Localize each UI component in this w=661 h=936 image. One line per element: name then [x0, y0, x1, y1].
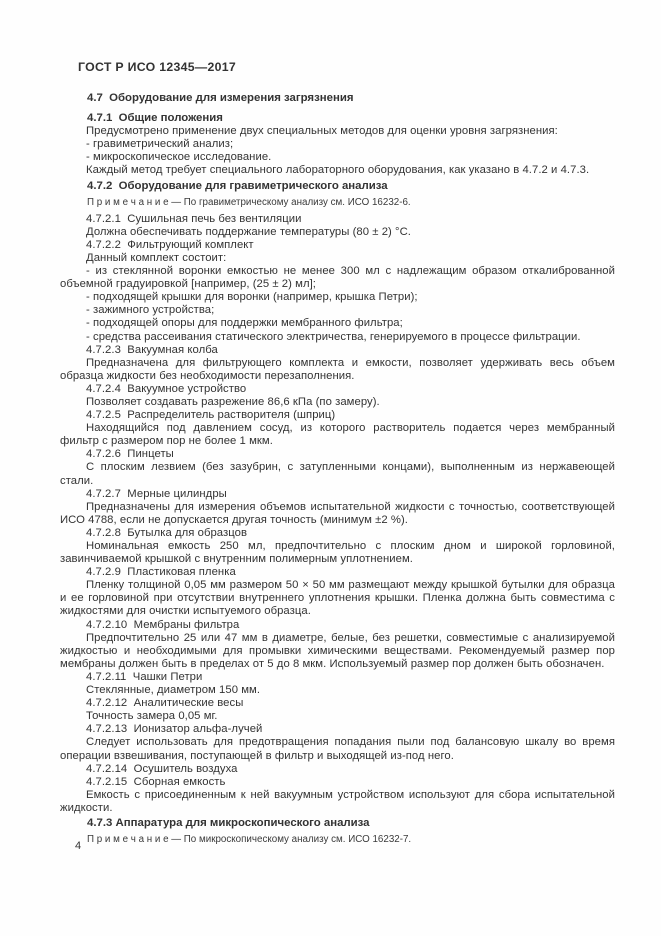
- note: П р и м е ч а н и е — По микроскопическому анализу см. ИСО 16232-7.: [87, 834, 412, 846]
- paragraph: Предназначены для измерения объемов испытательной жидкости с точностью, соответствующей ИСО 4788, если не допускается другая точность (минимум ±2 %).: [60, 500, 619, 526]
- section-heading: 4.7 Оборудование для измерения загрязнения: [87, 92, 354, 104]
- paragraph: 4.7.2.1 Сушильная печь без вентиляции: [86, 212, 302, 225]
- paragraph: Точность замера 0,05 мг.: [86, 710, 218, 723]
- note: П р и м е ч а н и е — По гравиметрическому анализу см. ИСО 16232-6.: [87, 196, 411, 208]
- document-content: [60, 90, 619, 850]
- paragraph: - зажимного устройства;: [86, 304, 215, 317]
- paragraph: Каждый метод требует специального лабораторного оборудования, как указано в 4.7.2 и 4.7.3.: [86, 164, 590, 177]
- paragraph: 4.7.2.14 Осушитель воздуха: [86, 762, 238, 775]
- paragraph: 4.7.2.9 Пластиковая пленка: [86, 566, 236, 579]
- paragraph: - микроскопическое исследование.: [86, 151, 272, 164]
- paragraph: 4.7.2.6 Пинцеты: [86, 448, 174, 461]
- paragraph: Номинальная емкость 250 мл, предпочтительно с плоским дном и широкой горловиной, завинчиваемой крышкой с внутренним полимерным уплотнением.: [60, 540, 619, 566]
- paragraph: Должна обеспечивать поддержание температуры (80 ± 2) °С.: [86, 225, 411, 238]
- paragraph: 4.7.2.15 Сборная емкость: [86, 775, 226, 788]
- section-heading: 4.7.1 Общие положения: [87, 112, 223, 125]
- paragraph: Стеклянные, диаметром 150 мм.: [86, 684, 261, 697]
- paragraph: - из стеклянной воронки емкостью не менее 300 мл с надлежащим образом откалиброванной объемной градуировкой [например, (25 ± 2) мл];: [60, 265, 619, 291]
- page-number: 4: [75, 840, 82, 852]
- section-heading: 4.7.3 Аппаратура для микроскопического анализа: [87, 816, 370, 829]
- paragraph: - подходящей крышки для воронки (например, крышка Петри);: [86, 291, 418, 304]
- paragraph: - гравиметрический анализ;: [86, 138, 234, 151]
- paragraph: Пленку толщиной 0,05 мм размером 50 × 50 мм размещают между крышкой бутылки для образца и ее горловиной при отсутствии внутреннего уплотнения крышки. Пленка должна быть совместима с жидкостями для очистки испытуемого образца.: [60, 579, 619, 618]
- paragraph: С плоским лезвием (без зазубрин, с затупленными концами), выполненным из нержавеющей стали.: [60, 461, 619, 487]
- paragraph: 4.7.2.5 Распределитель растворителя (шприц): [86, 409, 336, 422]
- paragraph: 4.7.2.7 Мерные цилиндры: [86, 487, 227, 500]
- paragraph: 4.7.2.3 Вакуумная колба: [86, 343, 218, 356]
- paragraph: Позволяет создавать разрежение 86,6 кПа (по замеру).: [86, 395, 380, 408]
- doc-code-header: ГОСТ Р ИСО 12345—2017: [78, 60, 237, 74]
- paragraph: Предусмотрено применение двух специальных методов для оценки уровня загрязнения:: [86, 125, 558, 138]
- section-heading: 4.7.2 Оборудование для гравиметрического анализа: [87, 179, 388, 192]
- paragraph: - средства рассеивания статического электричества, генерируемого в процессе фильтрации.: [86, 330, 581, 343]
- paragraph: Предпочтительно 25 или 47 мм в диаметре, белые, без решетки, совместимые с анализируемой жидкостью и необходимыми для промывки химическими веществами. Рекомендуемый размер пор мембраны должен быть в пределах от 5 до 8 мкм. Используемый размер пор должен быть обозначен.: [60, 631, 619, 670]
- paragraph: 4.7.2.2 Фильтрующий комплект: [86, 238, 254, 251]
- paragraph: Данный комплект состоит:: [86, 251, 227, 264]
- paragraph: 4.7.2.4 Вакуумное устройство: [86, 382, 247, 395]
- paragraph: 4.7.2.8 Бутылка для образцов: [86, 526, 248, 539]
- paragraph: Предназначена для фильтрующего комплекта и емкости, позволяет удерживать весь объем образца жидкости без необходимости перезаполнения.: [60, 356, 619, 382]
- paragraph: Емкость с присоединенным к ней вакуумным устройством используют для сбора испытательной жидкости.: [60, 788, 619, 814]
- paragraph: Находящийся под давлением сосуд, из которого растворитель подается через мембранный фильтр с размером пор не более 1 мкм.: [60, 422, 619, 448]
- paragraph: - подходящей опоры для поддержки мембранного фильтра;: [86, 317, 403, 330]
- paragraph: Следует использовать для предотвращения попадания пыли под балансовую шкалу во время операции взвешивания, поступающей в фильтр и выходящей из-под него.: [60, 736, 619, 762]
- paragraph: 4.7.2.13 Ионизатор альфа-лучей: [86, 723, 263, 736]
- paragraph: 4.7.2.11 Чашки Петри: [86, 670, 203, 683]
- paragraph: 4.7.2.10 Мембраны фильтра: [86, 618, 240, 631]
- paragraph: 4.7.2.12 Аналитические весы: [86, 697, 244, 710]
